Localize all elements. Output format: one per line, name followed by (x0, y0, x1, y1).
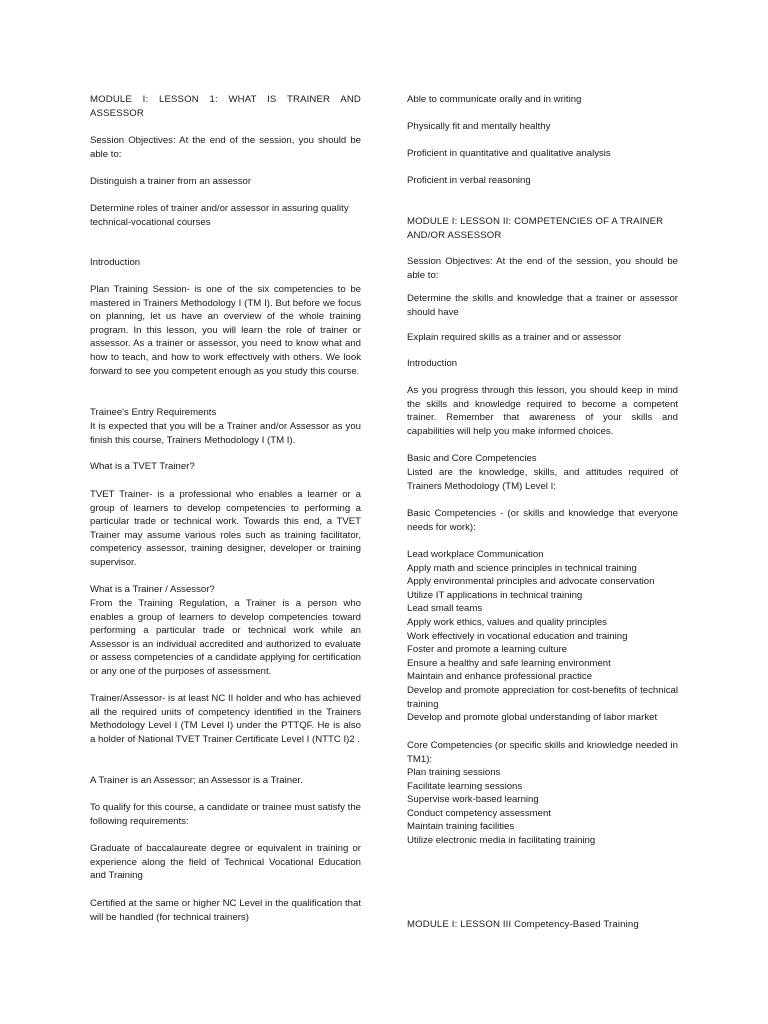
body-paragraph: TVET Trainer- is a professional who enables a learner or a group of learners to develop competencies to performing a particular trade or technical work. Towards this end, a TVET Trainer may assume various roles such as training facilitator, competency assessor, training designer, developer or training supervisor. (90, 489, 361, 568)
requirement-item: Certified at the same or higher NC Level in the qualification that will be handled (for technical trainers) (90, 898, 361, 923)
session-objectives: Session Objectives: At the end of the session, you should be able to: (90, 135, 361, 160)
objective-item: Determine the skills and knowledge that a trainer or assessor should have (407, 293, 678, 318)
body-paragraph: Trainer/Assessor- is at least NC II holder and who has achieved all the required units of competency identified in the Trainers Methodology Level I (TM Level I) under the PTTQF. He is also a holder of National TVET Trainer Certificate Level I (NTTC I)2 . (90, 693, 361, 745)
list-item: Plan training sessions (407, 767, 501, 778)
list-item: Apply math and science principles in technical training (407, 562, 637, 574)
body-paragraph: To qualify for this course, a candidate or trainee must satisfy the following requirements: (90, 802, 361, 827)
list-item: Work effectively in vocational education and training (407, 630, 628, 642)
section-heading: What is a TVET Trainer? (90, 461, 195, 472)
objective-item: Determine roles of trainer and/or assessor in assuring quality technical-vocational courses (90, 203, 349, 228)
body-paragraph: As you progress through this lesson, you should keep in mind the skills and knowledge required to become a competent trainer. Remember that awareness of your skills and capabilities will help you make informed choices. (407, 385, 678, 437)
list-item: Utilize electronic media in facilitating training (407, 834, 596, 846)
requirement-item: Able to communicate orally and in writing (407, 94, 582, 105)
core-competency-list (407, 766, 678, 848)
section-heading: Core Competencies (or specific skills and knowledge needed in TM1): (407, 740, 678, 765)
list-item: Utilize IT applications in technical training (407, 589, 583, 601)
objective-item: Explain required skills as a trainer and or assessor (407, 332, 622, 343)
module-1-title: MODULE I: LESSON 1: WHAT IS TRAINER AND ASSESSOR (90, 94, 361, 119)
body-paragraph: From the Training Regulation, a Trainer is a person who enables a group of learners to develop competencies toward performing a particular trade or technical work while an Assessor is an individual accredited and authorized to evaluate or assess competencies of a candidate applying for certification or any one of the purposes of assessment. (90, 598, 361, 677)
list-item: Lead workplace Communication (407, 549, 544, 560)
requirement-item: Proficient in quantitative and qualitative analysis (407, 148, 611, 159)
section-heading: Basic Competencies - (or skills and knowledge that everyone needs for work): (407, 508, 678, 533)
list-item: Lead small teams (407, 603, 483, 615)
section-heading: Introduction (407, 358, 458, 369)
section-heading: Trainee's Entry Requirements (90, 407, 217, 418)
list-item: Maintain and enhance professional practice (407, 671, 593, 683)
body-paragraph: It is expected that you will be a Trainer and/or Assessor as you finish this course, Trainers Methodology I (TM I). (90, 421, 361, 446)
section-heading: Introduction (90, 257, 141, 268)
list-item: Maintain training facilities (407, 821, 515, 833)
requirement-item: Physically fit and mentally healthy (407, 121, 551, 132)
list-item: Foster and promote a learning culture (407, 644, 567, 656)
list-item: Supervise work-based learning (407, 794, 539, 806)
list-item: Develop and promote global understanding of labor market (407, 712, 658, 724)
list-item: Ensure a healthy and safe learning environment (407, 657, 611, 669)
module-3-title: MODULE I: LESSON III Competency-Based Training (407, 919, 639, 930)
session-objectives: Session Objectives: At the end of the session, you should be able to: (407, 256, 678, 281)
list-item: Apply work ethics, values and quality principles (407, 616, 607, 628)
requirement-item: Graduate of baccalaureate degree or equivalent in training or experience along the field of Technical Vocational Education and Training (90, 843, 361, 882)
requirement-item: Proficient in verbal reasoning (407, 175, 531, 186)
module-2-title: MODULE I: LESSON II: COMPETENCIES OF A TRAINER AND/OR ASSESSOR (407, 216, 664, 241)
list-item: Apply environmental principles and advocate conservation (407, 576, 655, 588)
objective-item: Distinguish a trainer from an assessor (90, 176, 252, 187)
section-heading: What is a Trainer / Assessor? (90, 584, 215, 595)
basic-competency-list (407, 548, 678, 725)
body-paragraph: Listed are the knowledge, skills, and attitudes required of Trainers Methodology (TM) Level I: (407, 467, 678, 492)
list-item: Conduct competency assessment (407, 807, 551, 819)
list-item: Facilitate learning sessions (407, 780, 523, 792)
statement: A Trainer is an Assessor; an Assessor is a Trainer. (90, 775, 303, 786)
list-item: Develop and promote appreciation for cost-benefits of technical training (407, 684, 678, 710)
section-heading: Basic and Core Competencies (407, 453, 537, 464)
body-paragraph: Plan Training Session- is one of the six competencies to be mastered in Trainers Methodology I (TM I). But before we focus on planning, let us have an overview of the whole training program. In this lesson, you will learn the role of trainer or assessor. As a trainer or assessor, you need to know what and how to teach, and how to work effectively with others. We look forward to see you competent enough as you study this course. (90, 284, 361, 377)
